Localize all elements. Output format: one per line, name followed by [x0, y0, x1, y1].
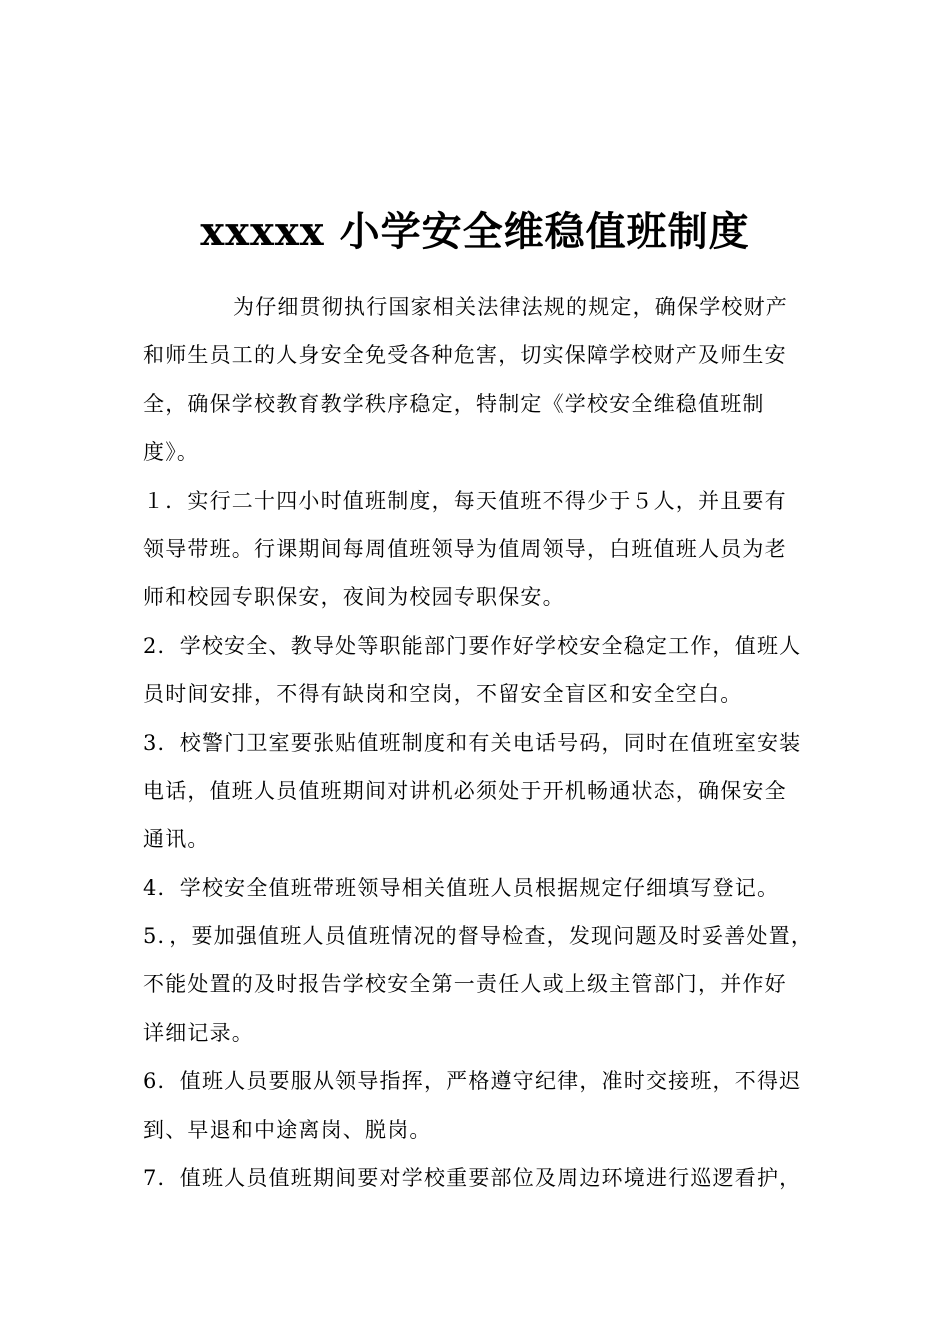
paragraph-line: 和师生员工的人身安全免受各种危害，切实保障学校财产及师生安 — [143, 343, 787, 368]
paragraph-line: １．实行二十四小时值班制度，每天值班不得少于５人，并且要有 — [143, 488, 787, 513]
paragraph-line: 5．，要加强值班人员值班情况的督导检查，发现问题及时妥善处置， — [143, 924, 814, 949]
paragraph-line: 3．校警门卫室要张贴值班制度和有关电话号码，同时在值班室安装 — [143, 730, 802, 755]
paragraph-line: 2．学校安全、教导处等职能部门要作好学校安全稳定工作，值班人 — [143, 633, 802, 658]
paragraph-line: 员时间安排，不得有缺岗和空岗，不留安全盲区和安全空白。 — [143, 682, 743, 707]
paragraph-line: 全，确保学校教育教学秩序稳定，特制定《学校安全维稳值班制 — [143, 391, 765, 416]
paragraph-line: 到、早退和中途离岗、脱岗。 — [143, 1117, 432, 1142]
paragraph-line: 为仔细贯彻执行国家相关法律法规的规定，确保学校财产 — [233, 295, 788, 319]
paragraph-line: 领导带班。行课期间每周值班领导为值周领导，白班值班人员为老 — [143, 536, 787, 561]
paragraph-line: 7．值班人员值班期间要对学校重要部位及周边环境进行巡逻看护， — [143, 1166, 802, 1191]
paragraph-line: 详细记录。 — [143, 1020, 254, 1045]
paragraph-line: 通讯。 — [143, 827, 210, 852]
paragraph-line: 不能处置的及时报告学校安全第一责任人或上级主管部门，并作好 — [143, 972, 787, 997]
paragraph-line: 度》。 — [143, 440, 200, 465]
paragraph-line: 4．学校安全值班带班领导相关值班人员根据规定仔细填写登记。 — [143, 875, 780, 900]
document-body — [143, 283, 823, 1202]
paragraph-line: 电话，值班人员值班期间对讲机必须处于开机畅通状态，确保安全 — [143, 778, 787, 803]
paragraph-line: 师和校园专职保安，夜间为校园专职保安。 — [143, 585, 565, 610]
paragraph-line: 6．值班人员要服从领导指挥，严格遵守纪律，准时交接班，不得迟 — [143, 1069, 802, 1094]
document-title: xxxxx 小学安全维稳值班制度 — [200, 208, 750, 255]
